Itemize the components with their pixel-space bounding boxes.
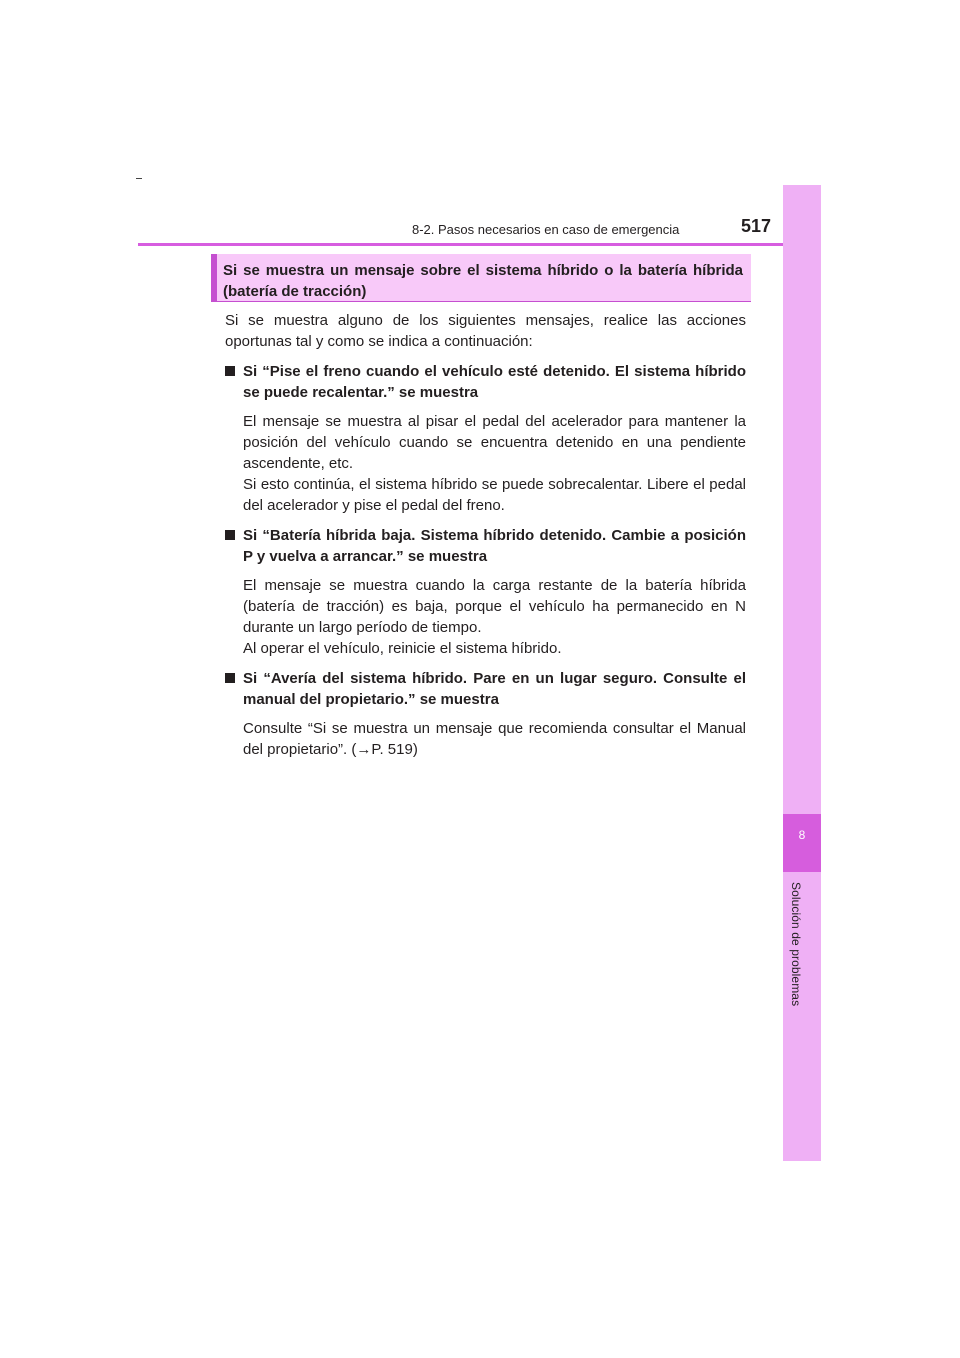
page-number: 517: [741, 216, 772, 236]
section-path: 8-2. Pasos necesarios en caso de emergencia: [412, 222, 680, 237]
main-content: [225, 310, 746, 760]
topic-title: Si se muestra un mensaje sobre el sistema híbrido o la batería híbrida (batería de tracción): [223, 262, 743, 300]
message-description: [225, 575, 746, 659]
description-paragraph: El mensaje se muestra al pisar el pedal del acelerador para mantener la posición del vehículo cuando se encuentra detenido en una pendiente ascendente, etc.: [243, 413, 746, 472]
square-bullet-icon: [225, 530, 235, 540]
message-heading-text: Si “Pise el freno cuando el vehículo esté detenido. El sistema híbrido se puede recalentar.” se muestra: [243, 363, 746, 401]
description-paragraph: El mensaje se muestra cuando la carga restante de la batería híbrida (batería de tracción) es baja, porque el vehículo ha permanecido en N durante un largo período de tiempo.: [243, 577, 746, 636]
message-item: [225, 525, 746, 659]
description-paragraph: Al operar el vehículo, reinicie el sistema híbrido.: [243, 640, 562, 657]
message-heading-text: Si “Batería híbrida baja. Sistema híbrido detenido. Cambie a posición P y vuelva a arrancar.” se muestra: [243, 527, 746, 565]
square-bullet-icon: [225, 673, 235, 683]
message-item: [225, 361, 746, 516]
message-description: [225, 411, 746, 516]
chapter-side-tab: [783, 185, 821, 1161]
topic-heading-box: [211, 254, 751, 302]
message-description: [225, 718, 746, 760]
message-heading: [225, 525, 746, 567]
message-heading: [225, 668, 746, 710]
chapter-marker: [783, 814, 821, 872]
description-paragraph: Si esto continúa, el sistema híbrido se puede sobrecalentar. Libere el pedal del acelerador y pise el pedal del freno.: [243, 476, 746, 514]
chapter-title: Solución de problemas: [789, 882, 803, 1007]
message-heading-text: Si “Avería del sistema híbrido. Pare en un lugar seguro. Consulte el manual del propietario.” se muestra: [243, 670, 746, 708]
square-bullet-icon: [225, 366, 235, 376]
page-reference-paragraph[interactable]: Consulte “Si se muestra un mensaje que recomienda consultar el Manual del propietario”. (→P. 519): [243, 720, 746, 758]
crop-mark: [136, 178, 142, 179]
chapter-number: 8: [798, 828, 806, 842]
intro-paragraph: Si se muestra alguno de los siguientes mensajes, realice las acciones oportunas tal y como se indica a continuación:: [225, 312, 746, 350]
message-heading: [225, 361, 746, 403]
header-rule: [138, 243, 821, 246]
message-item: [225, 668, 746, 760]
